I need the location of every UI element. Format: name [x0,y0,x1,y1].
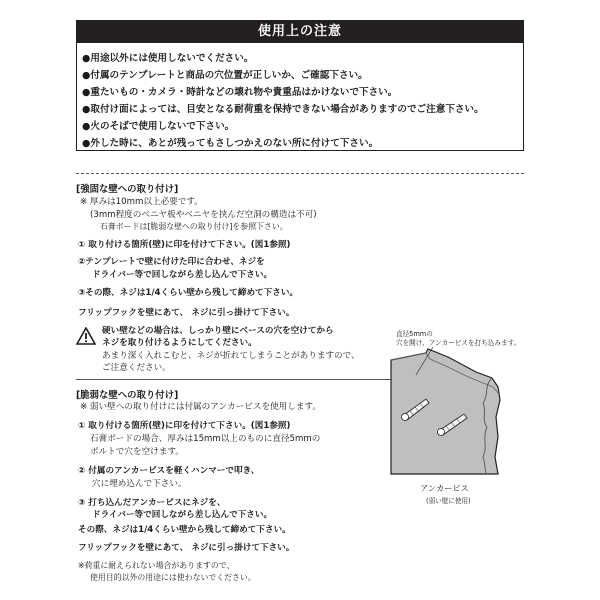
warning-text: 硬い壁などの場合は、しっかり壁にベースの穴を空けてから [102,326,334,336]
notice-item: ●重たいもの・カメラ・時計などの壊れ物や貴重品はかけないで下さい。 [82,87,398,98]
footnote: ※荷重に耐えられない場合がありますので、 [78,561,235,570]
fragile-wall-step: 穴に埋め込んで下さい。 [92,479,187,489]
strong-wall-note: (3mm程度のベニヤ板やベニヤを挟んだ空洞の構造は不可) [90,210,317,220]
notice-item: ●火のそばで使用しないで下さい。 [82,121,235,132]
fragile-wall-step: フリップフックを壁にあて、 ネジに引っ掛けて下さい。 [78,543,295,553]
fragile-wall-step: ③ 打ち込んだアンカービスにネジを、 [78,498,226,508]
diagram-label: アンカービス [420,483,469,493]
footnote: 使用目的以外の用途には使わないでください。 [90,573,256,582]
fragile-wall-step: ② 付属のアンカービスを軽くハンマーで叩き、 [78,466,260,476]
strong-wall-step: ドライバー等で回しながら差し込んで下さい。 [92,270,273,280]
warning-icon [76,327,96,345]
fragile-wall-step: ① 取り付ける箇所(壁)に印を付けて下さい。(図1参照) [78,421,291,431]
strong-wall-step: フリップフックを壁にあて、 ネジに引っ掛けて下さい。 [78,308,295,318]
fragile-wall-heading: [脆弱な壁への取り付け] [76,390,179,401]
diagram-sublabel: (弱い壁に使用) [426,497,471,505]
fragile-wall-step: その際、ネジは1/4くらい壁から残して締めて下さい。 [78,525,291,535]
strong-wall-step: ① 取り付ける箇所(壁)に印を付けて下さい。(図1参照) [78,240,291,250]
warning-text: あまり深く入れこむと、ネジが折れてしまうことがありますので、 [102,351,360,361]
diagram-caption: 穴を開け、アンカービスを打ち込みます。 [396,339,521,347]
warning-text: ご注意ください。 [102,363,171,373]
wall-anchor-diagram [388,345,513,477]
fragile-wall-step: 石膏ボードの場合、厚みは15mm以上のものに直径5mmの [90,434,321,444]
strong-wall-note: 石膏ボードは[脆弱な壁への取り付け]を参照下さい。 [100,222,288,231]
page-title: 使用上の注意 [76,20,524,43]
notice-item: ●用途以外には使用しないでください。 [82,53,254,64]
strong-wall-note: ※ 厚みは10mm以上必要です。 [80,197,203,207]
fragile-wall-step: ボルトで穴を空けます。 [90,447,184,457]
fragile-wall-step: ドライバー等で回しながら差し込んで下さい。 [92,510,273,520]
section-divider [76,173,524,174]
warning-text: ネジを取り付けるようにしてください。 [102,338,257,348]
notice-item: ●取付け面によっては、目安となる耐荷重を保持できない場合がありますのでご注意下さい。 [82,104,484,115]
notice-item: ●付属のテンプレートと商品の穴位置が正しいか、ご確認下さい。 [82,70,368,81]
strong-wall-step: ②テンプレートで壁に付けた印に合わせ、ネジを [78,257,265,267]
section-divider [76,379,406,380]
notice-item: ●外した時に、あとが残ってもさしつかえのない所に付けて下さい。 [82,138,379,149]
fragile-wall-note: ※ 弱い壁への取り付けには付属のアンカービスを使用します。 [80,402,321,412]
strong-wall-heading: [強固な壁への取り付け] [76,184,179,195]
diagram-caption: 直径5mmの [396,330,433,338]
strong-wall-step: ③その際、ネジは1/4くらい壁から残して締めて下さい。 [78,288,299,298]
